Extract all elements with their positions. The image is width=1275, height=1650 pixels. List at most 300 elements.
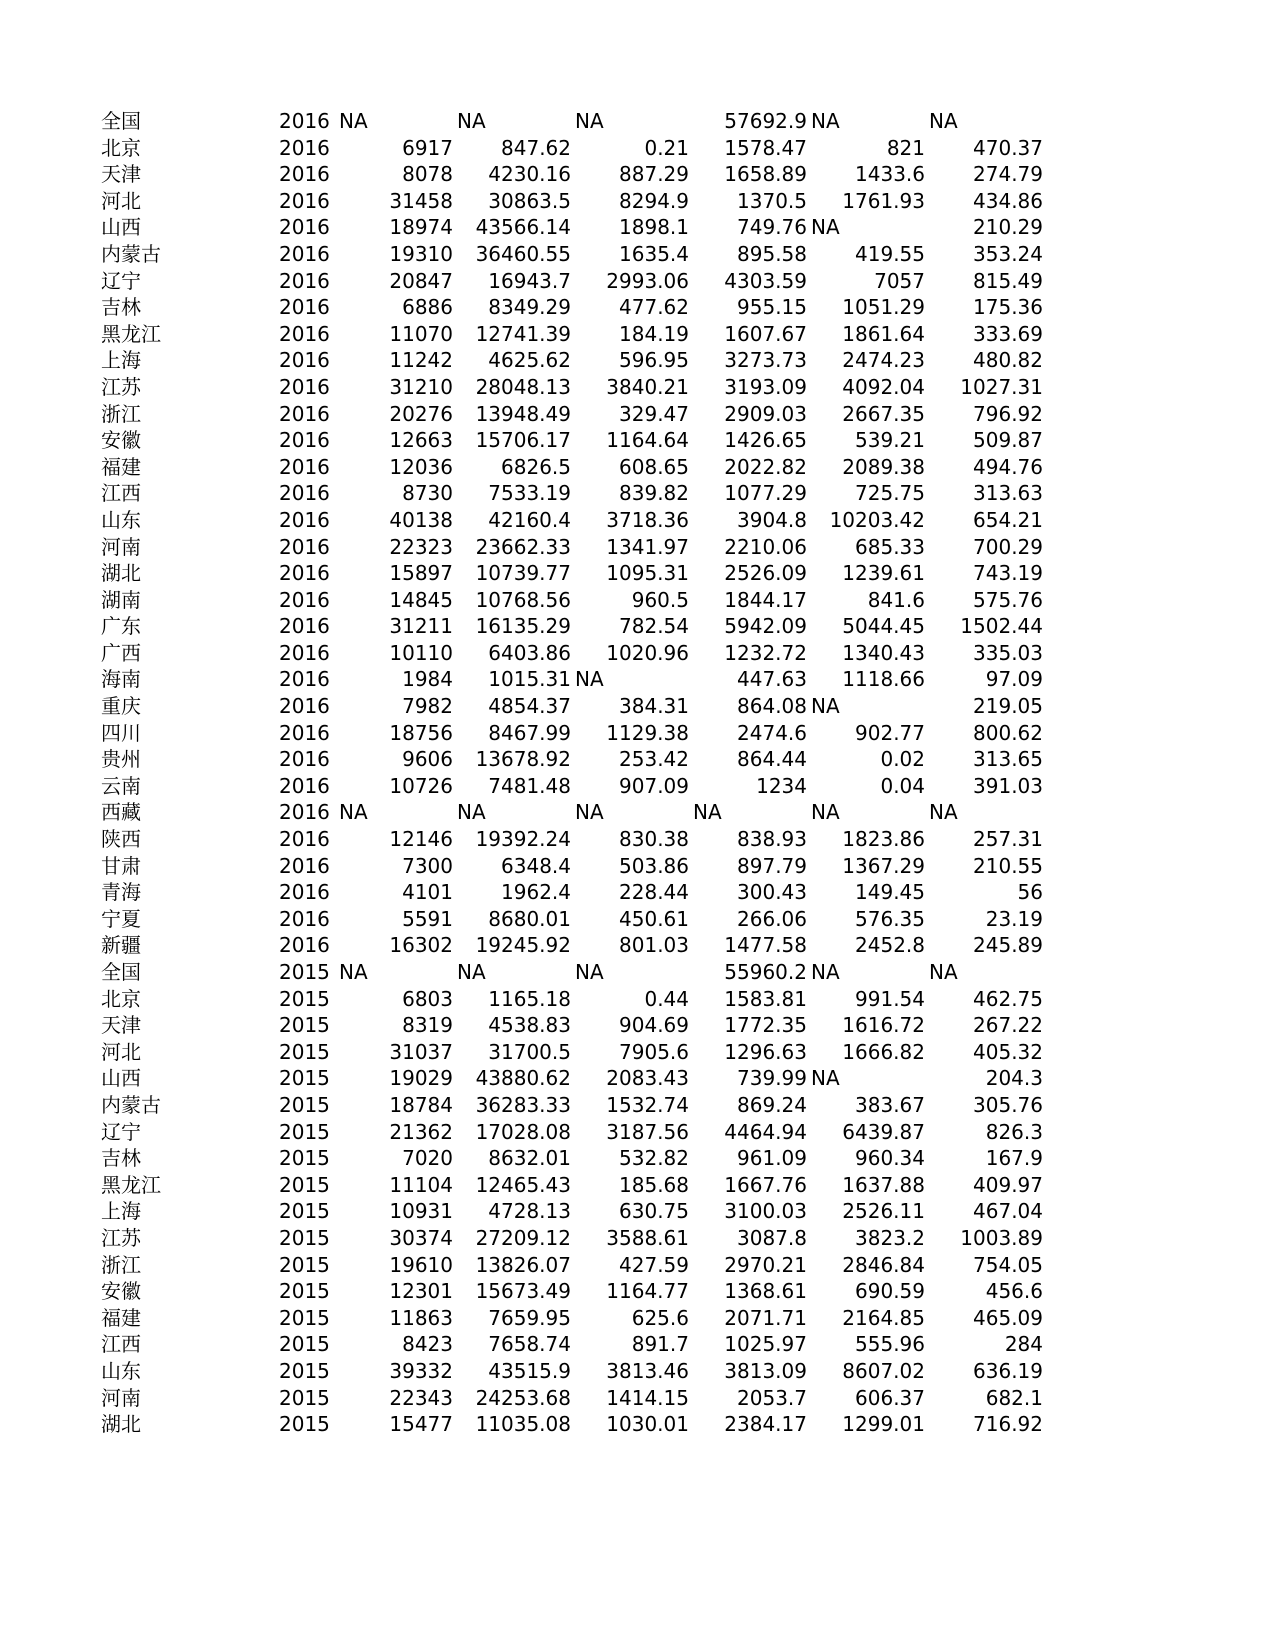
value-cell: 31458 — [389, 188, 453, 213]
value-cell: 7020 — [402, 1146, 453, 1171]
value-cell: 4230.16 — [488, 162, 571, 187]
value-cell: 456.6 — [985, 1279, 1043, 1304]
value-cell: 4092.04 — [842, 374, 925, 399]
value-cell: 1370.5 — [737, 188, 807, 213]
year-cell: 2016 — [279, 853, 330, 878]
data-sheet — [0, 108, 1275, 1438]
value-cell: 4728.13 — [488, 1199, 571, 1224]
year-cell: 2016 — [279, 295, 330, 320]
value-cell: 20276 — [389, 401, 453, 426]
value-cell: 477.62 — [619, 295, 689, 320]
value-cell: 606.37 — [855, 1385, 925, 1410]
value-cell: 3193.09 — [724, 374, 807, 399]
value-cell: 630.75 — [619, 1199, 689, 1224]
region-cell: 黑龙江 — [101, 1172, 161, 1197]
value-cell: 4625.62 — [488, 348, 571, 373]
value-cell: 725.75 — [855, 481, 925, 506]
value-cell: 555.96 — [855, 1332, 925, 1357]
year-cell: 2016 — [279, 587, 330, 612]
value-cell: NA — [811, 800, 840, 825]
value-cell: 539.21 — [855, 428, 925, 453]
value-cell: 3087.8 — [737, 1225, 807, 1250]
value-cell: 3718.36 — [606, 507, 689, 532]
region-cell: 河南 — [101, 534, 141, 559]
value-cell: 575.76 — [973, 587, 1043, 612]
table-row — [0, 1065, 1275, 1092]
value-cell: 43515.9 — [488, 1358, 571, 1383]
value-cell: 8467.99 — [488, 720, 571, 745]
table-row — [0, 1012, 1275, 1039]
value-cell: NA — [339, 960, 368, 984]
value-cell: 2667.35 — [842, 401, 925, 426]
value-cell: 716.92 — [973, 1412, 1043, 1437]
value-cell: 3588.61 — [606, 1225, 689, 1250]
value-cell: 210.29 — [973, 215, 1043, 240]
value-cell: 3187.56 — [606, 1119, 689, 1144]
value-cell: 9606 — [402, 747, 453, 772]
value-cell: 2452.8 — [855, 933, 925, 958]
value-cell: 838.93 — [737, 827, 807, 852]
value-cell: 800.62 — [973, 720, 1043, 745]
value-cell: 266.06 — [737, 906, 807, 931]
value-cell: 43566.14 — [475, 215, 571, 240]
value-cell: 1164.64 — [606, 428, 689, 453]
value-cell: 4538.83 — [488, 1013, 571, 1038]
value-cell: 7905.6 — [619, 1039, 689, 1064]
region-cell: 辽宁 — [101, 1119, 141, 1144]
value-cell: 1367.29 — [842, 853, 925, 878]
value-cell: 1477.58 — [724, 933, 807, 958]
region-cell: 福建 — [101, 454, 141, 479]
value-cell: 57692.9 — [724, 109, 807, 133]
value-cell: 7300 — [402, 853, 453, 878]
year-cell: 2015 — [279, 1092, 330, 1117]
table-row — [0, 1198, 1275, 1225]
value-cell: 801.03 — [619, 933, 689, 958]
value-cell: 991.54 — [855, 986, 925, 1011]
year-cell: 2016 — [279, 241, 330, 266]
value-cell: 274.79 — [973, 162, 1043, 187]
value-cell: 462.75 — [973, 986, 1043, 1011]
value-cell: 480.82 — [973, 348, 1043, 373]
year-cell: 2016 — [279, 109, 330, 133]
value-cell: 1502.44 — [960, 614, 1043, 639]
value-cell: 960.34 — [855, 1146, 925, 1171]
value-cell: 796.92 — [973, 401, 1043, 426]
value-cell: 1962.4 — [501, 880, 571, 905]
value-cell: 427.59 — [619, 1252, 689, 1277]
table-row — [0, 1278, 1275, 1305]
region-cell: 宁夏 — [101, 906, 141, 931]
value-cell: 955.15 — [737, 295, 807, 320]
value-cell: 2993.06 — [606, 268, 689, 293]
value-cell: 11104 — [389, 1172, 453, 1197]
year-cell: 2015 — [279, 1199, 330, 1224]
value-cell: 3100.03 — [724, 1199, 807, 1224]
value-cell: 1118.66 — [842, 667, 925, 692]
value-cell: 31211 — [389, 614, 453, 639]
value-cell: 864.08 — [737, 694, 807, 719]
value-cell: 2164.85 — [842, 1305, 925, 1330]
value-cell: 869.24 — [737, 1092, 807, 1117]
value-cell: 8423 — [402, 1332, 453, 1357]
value-cell: 6917 — [402, 135, 453, 160]
region-cell: 河北 — [101, 188, 141, 213]
value-cell: 1164.77 — [606, 1279, 689, 1304]
value-cell: NA — [575, 109, 604, 133]
region-cell: 新疆 — [101, 933, 141, 958]
value-cell: 8078 — [402, 162, 453, 187]
value-cell: 36283.33 — [475, 1092, 571, 1117]
region-cell: 全国 — [101, 109, 141, 133]
value-cell: 30374 — [389, 1225, 453, 1250]
value-cell: 1772.35 — [724, 1013, 807, 1038]
region-cell: 安徽 — [101, 1279, 141, 1304]
region-cell: 江西 — [101, 1332, 141, 1357]
value-cell: 2083.43 — [606, 1066, 689, 1091]
value-cell: 1426.65 — [724, 428, 807, 453]
value-cell: 8349.29 — [488, 295, 571, 320]
region-cell: 福建 — [101, 1305, 141, 1330]
value-cell: 1165.18 — [488, 986, 571, 1011]
year-cell: 2016 — [279, 321, 330, 346]
year-cell: 2015 — [279, 1279, 330, 1304]
value-cell: NA — [929, 800, 958, 825]
value-cell: 228.44 — [619, 880, 689, 905]
value-cell: 654.21 — [973, 507, 1043, 532]
value-cell: 36460.55 — [475, 241, 571, 266]
year-cell: 2015 — [279, 1013, 330, 1038]
table-row — [0, 427, 1275, 454]
table-row — [0, 1225, 1275, 1252]
region-cell: 内蒙古 — [101, 1092, 161, 1117]
value-cell: 841.6 — [867, 587, 925, 612]
value-cell: 267.22 — [973, 1013, 1043, 1038]
value-cell: 864.44 — [737, 747, 807, 772]
year-cell: 2015 — [279, 1066, 330, 1091]
value-cell: 3904.8 — [737, 507, 807, 532]
year-cell: 2016 — [279, 135, 330, 160]
value-cell: 300.43 — [737, 880, 807, 905]
year-cell: 2015 — [279, 1039, 330, 1064]
year-cell: 2016 — [279, 747, 330, 772]
value-cell: 6826.5 — [501, 454, 571, 479]
table-row — [0, 135, 1275, 162]
value-cell: 2071.71 — [724, 1305, 807, 1330]
region-cell: 山西 — [101, 215, 141, 240]
value-cell: 2474.23 — [842, 348, 925, 373]
value-cell: 97.09 — [985, 667, 1043, 692]
value-cell: 329.47 — [619, 401, 689, 426]
value-cell: 3813.46 — [606, 1358, 689, 1383]
value-cell: NA — [811, 109, 840, 133]
year-cell: 2015 — [279, 1412, 330, 1437]
value-cell: 891.7 — [631, 1332, 689, 1357]
value-cell: 419.55 — [855, 241, 925, 266]
value-cell: 897.79 — [737, 853, 807, 878]
value-cell: 23.19 — [985, 906, 1043, 931]
value-cell: 1299.01 — [842, 1412, 925, 1437]
value-cell: 13948.49 — [475, 401, 571, 426]
value-cell: 219.05 — [973, 694, 1043, 719]
value-cell: 12036 — [389, 454, 453, 479]
value-cell: 18784 — [389, 1092, 453, 1117]
value-cell: 2526.09 — [724, 561, 807, 586]
year-cell: 2016 — [279, 188, 330, 213]
value-cell: 821 — [886, 135, 925, 160]
value-cell: NA — [929, 109, 958, 133]
value-cell: 40138 — [389, 507, 453, 532]
value-cell: 6348.4 — [501, 853, 571, 878]
value-cell: 1341.97 — [606, 534, 689, 559]
value-cell: 22323 — [389, 534, 453, 559]
value-cell: 739.99 — [737, 1066, 807, 1091]
table-row — [0, 321, 1275, 348]
value-cell: 20847 — [389, 268, 453, 293]
value-cell: 28048.13 — [475, 374, 571, 399]
value-cell: 7659.95 — [488, 1305, 571, 1330]
value-cell: 1984 — [402, 667, 453, 692]
table-row — [0, 932, 1275, 959]
table-row — [0, 347, 1275, 374]
region-cell: 广东 — [101, 614, 141, 639]
value-cell: 11863 — [389, 1305, 453, 1330]
year-cell: 2015 — [279, 1252, 330, 1277]
region-cell: 湖南 — [101, 587, 141, 612]
value-cell: 1823.86 — [842, 827, 925, 852]
value-cell: 12741.39 — [475, 321, 571, 346]
table-row — [0, 746, 1275, 773]
table-row — [0, 454, 1275, 481]
value-cell: 2474.6 — [737, 720, 807, 745]
value-cell: 8730 — [402, 481, 453, 506]
year-cell: 2016 — [279, 800, 330, 825]
value-cell: NA — [457, 109, 486, 133]
value-cell: 30863.5 — [488, 188, 571, 213]
value-cell: 8607.02 — [842, 1358, 925, 1383]
value-cell: 1583.81 — [724, 986, 807, 1011]
value-cell: 10110 — [389, 640, 453, 665]
value-cell: 253.42 — [619, 747, 689, 772]
value-cell: 19610 — [389, 1252, 453, 1277]
table-row — [0, 108, 1275, 135]
value-cell: 18974 — [389, 215, 453, 240]
year-cell: 2015 — [279, 1225, 330, 1250]
value-cell: 1666.82 — [842, 1039, 925, 1064]
value-cell: 1898.1 — [619, 215, 689, 240]
year-cell: 2016 — [279, 827, 330, 852]
value-cell: 284 — [1004, 1332, 1043, 1357]
year-cell: 2016 — [279, 534, 330, 559]
value-cell: 2384.17 — [724, 1412, 807, 1437]
region-cell: 江苏 — [101, 1225, 141, 1250]
value-cell: 1077.29 — [724, 481, 807, 506]
value-cell: 8632.01 — [488, 1146, 571, 1171]
table-row — [0, 401, 1275, 428]
year-cell: 2016 — [279, 454, 330, 479]
region-cell: 广西 — [101, 640, 141, 665]
value-cell: 19029 — [389, 1066, 453, 1091]
region-cell: 山东 — [101, 507, 141, 532]
value-cell: 826.3 — [985, 1119, 1043, 1144]
table-row — [0, 1358, 1275, 1385]
value-cell: 405.32 — [973, 1039, 1043, 1064]
value-cell: 6886 — [402, 295, 453, 320]
table-row — [0, 853, 1275, 880]
year-cell: 2016 — [279, 614, 330, 639]
value-cell: 11070 — [389, 321, 453, 346]
value-cell: 904.69 — [619, 1013, 689, 1038]
table-row — [0, 268, 1275, 295]
year-cell: 2015 — [279, 960, 330, 984]
region-cell: 天津 — [101, 162, 141, 187]
region-cell: 北京 — [101, 986, 141, 1011]
value-cell: 907.09 — [619, 773, 689, 798]
region-cell: 内蒙古 — [101, 241, 161, 266]
value-cell: 682.1 — [985, 1385, 1043, 1410]
table-row — [0, 1172, 1275, 1199]
value-cell: 17028.08 — [475, 1119, 571, 1144]
value-cell: 625.6 — [631, 1305, 689, 1330]
region-cell: 天津 — [101, 1013, 141, 1038]
value-cell: 3813.09 — [724, 1358, 807, 1383]
region-cell: 海南 — [101, 667, 141, 692]
value-cell: 830.38 — [619, 827, 689, 852]
value-cell: 7481.48 — [488, 773, 571, 798]
region-cell: 吉林 — [101, 295, 141, 320]
value-cell: 11242 — [389, 348, 453, 373]
value-cell: 12663 — [389, 428, 453, 453]
value-cell: 434.86 — [973, 188, 1043, 213]
year-cell: 2016 — [279, 720, 330, 745]
value-cell: 494.76 — [973, 454, 1043, 479]
table-row — [0, 826, 1275, 853]
value-cell: 1239.61 — [842, 561, 925, 586]
value-cell: 13678.92 — [475, 747, 571, 772]
value-cell: 1232.72 — [724, 640, 807, 665]
value-cell: 16943.7 — [488, 268, 571, 293]
year-cell: 2016 — [279, 906, 330, 931]
value-cell: 1844.17 — [724, 587, 807, 612]
year-cell: 2016 — [279, 268, 330, 293]
value-cell: 2909.03 — [724, 401, 807, 426]
value-cell: 149.45 — [855, 880, 925, 905]
value-cell: 1025.97 — [724, 1332, 807, 1357]
region-cell: 陕西 — [101, 827, 141, 852]
region-cell: 吉林 — [101, 1146, 141, 1171]
value-cell: 1607.67 — [724, 321, 807, 346]
year-cell: 2015 — [279, 1358, 330, 1383]
value-cell: 450.61 — [619, 906, 689, 931]
value-cell: 31700.5 — [488, 1039, 571, 1064]
value-cell: 465.09 — [973, 1305, 1043, 1330]
value-cell: 1532.74 — [606, 1092, 689, 1117]
table-row — [0, 879, 1275, 906]
year-cell: 2016 — [279, 401, 330, 426]
value-cell: 636.19 — [973, 1358, 1043, 1383]
year-cell: 2016 — [279, 667, 330, 692]
region-cell: 上海 — [101, 348, 141, 373]
value-cell: 1414.15 — [606, 1385, 689, 1410]
year-cell: 2015 — [279, 1385, 330, 1410]
value-cell: 887.29 — [619, 162, 689, 187]
value-cell: NA — [339, 109, 368, 133]
table-row — [0, 693, 1275, 720]
value-cell: 10726 — [389, 773, 453, 798]
value-cell: 11035.08 — [475, 1412, 571, 1437]
year-cell: 2016 — [279, 640, 330, 665]
value-cell: NA — [339, 800, 368, 825]
value-cell: 15706.17 — [475, 428, 571, 453]
value-cell: 18756 — [389, 720, 453, 745]
value-cell: 3823.2 — [855, 1225, 925, 1250]
table-row — [0, 1411, 1275, 1438]
value-cell: 31210 — [389, 374, 453, 399]
region-cell: 山西 — [101, 1066, 141, 1091]
value-cell: 576.35 — [855, 906, 925, 931]
table-row — [0, 560, 1275, 587]
value-cell: 700.29 — [973, 534, 1043, 559]
value-cell: 447.63 — [737, 667, 807, 692]
value-cell: 7533.19 — [488, 481, 571, 506]
value-cell: 1129.38 — [606, 720, 689, 745]
value-cell: 1616.72 — [842, 1013, 925, 1038]
value-cell: 754.05 — [973, 1252, 1043, 1277]
table-row — [0, 507, 1275, 534]
value-cell: NA — [693, 800, 722, 825]
table-row — [0, 534, 1275, 561]
value-cell: NA — [811, 215, 840, 240]
year-cell: 2016 — [279, 162, 330, 187]
value-cell: 685.33 — [855, 534, 925, 559]
value-cell: 391.03 — [973, 773, 1043, 798]
region-cell: 安徽 — [101, 428, 141, 453]
value-cell: 902.77 — [855, 720, 925, 745]
region-cell: 黑龙江 — [101, 321, 161, 346]
value-cell: 1027.31 — [960, 374, 1043, 399]
value-cell: 467.04 — [973, 1199, 1043, 1224]
value-cell: 12465.43 — [475, 1172, 571, 1197]
value-cell: 175.36 — [973, 295, 1043, 320]
year-cell: 2016 — [279, 507, 330, 532]
table-row — [0, 666, 1275, 693]
table-row — [0, 640, 1275, 667]
value-cell: 1578.47 — [724, 135, 807, 160]
value-cell: NA — [929, 960, 958, 984]
table-row — [0, 161, 1275, 188]
value-cell: 815.49 — [973, 268, 1043, 293]
table-row — [0, 214, 1275, 241]
value-cell: 5044.45 — [842, 614, 925, 639]
value-cell: 5591 — [402, 906, 453, 931]
value-cell: 19392.24 — [475, 827, 571, 852]
year-cell: 2015 — [279, 1332, 330, 1357]
value-cell: 7982 — [402, 694, 453, 719]
value-cell: 353.24 — [973, 241, 1043, 266]
value-cell: 305.76 — [973, 1092, 1043, 1117]
value-cell: 3273.73 — [724, 348, 807, 373]
table-row — [0, 1331, 1275, 1358]
value-cell: 4303.59 — [724, 268, 807, 293]
value-cell: 6439.87 — [842, 1119, 925, 1144]
value-cell: 14845 — [389, 587, 453, 612]
value-cell: 384.31 — [619, 694, 689, 719]
value-cell: 2089.38 — [842, 454, 925, 479]
value-cell: 10203.42 — [829, 507, 925, 532]
value-cell: 1051.29 — [842, 295, 925, 320]
table-row — [0, 1119, 1275, 1146]
region-cell: 四川 — [101, 720, 141, 745]
